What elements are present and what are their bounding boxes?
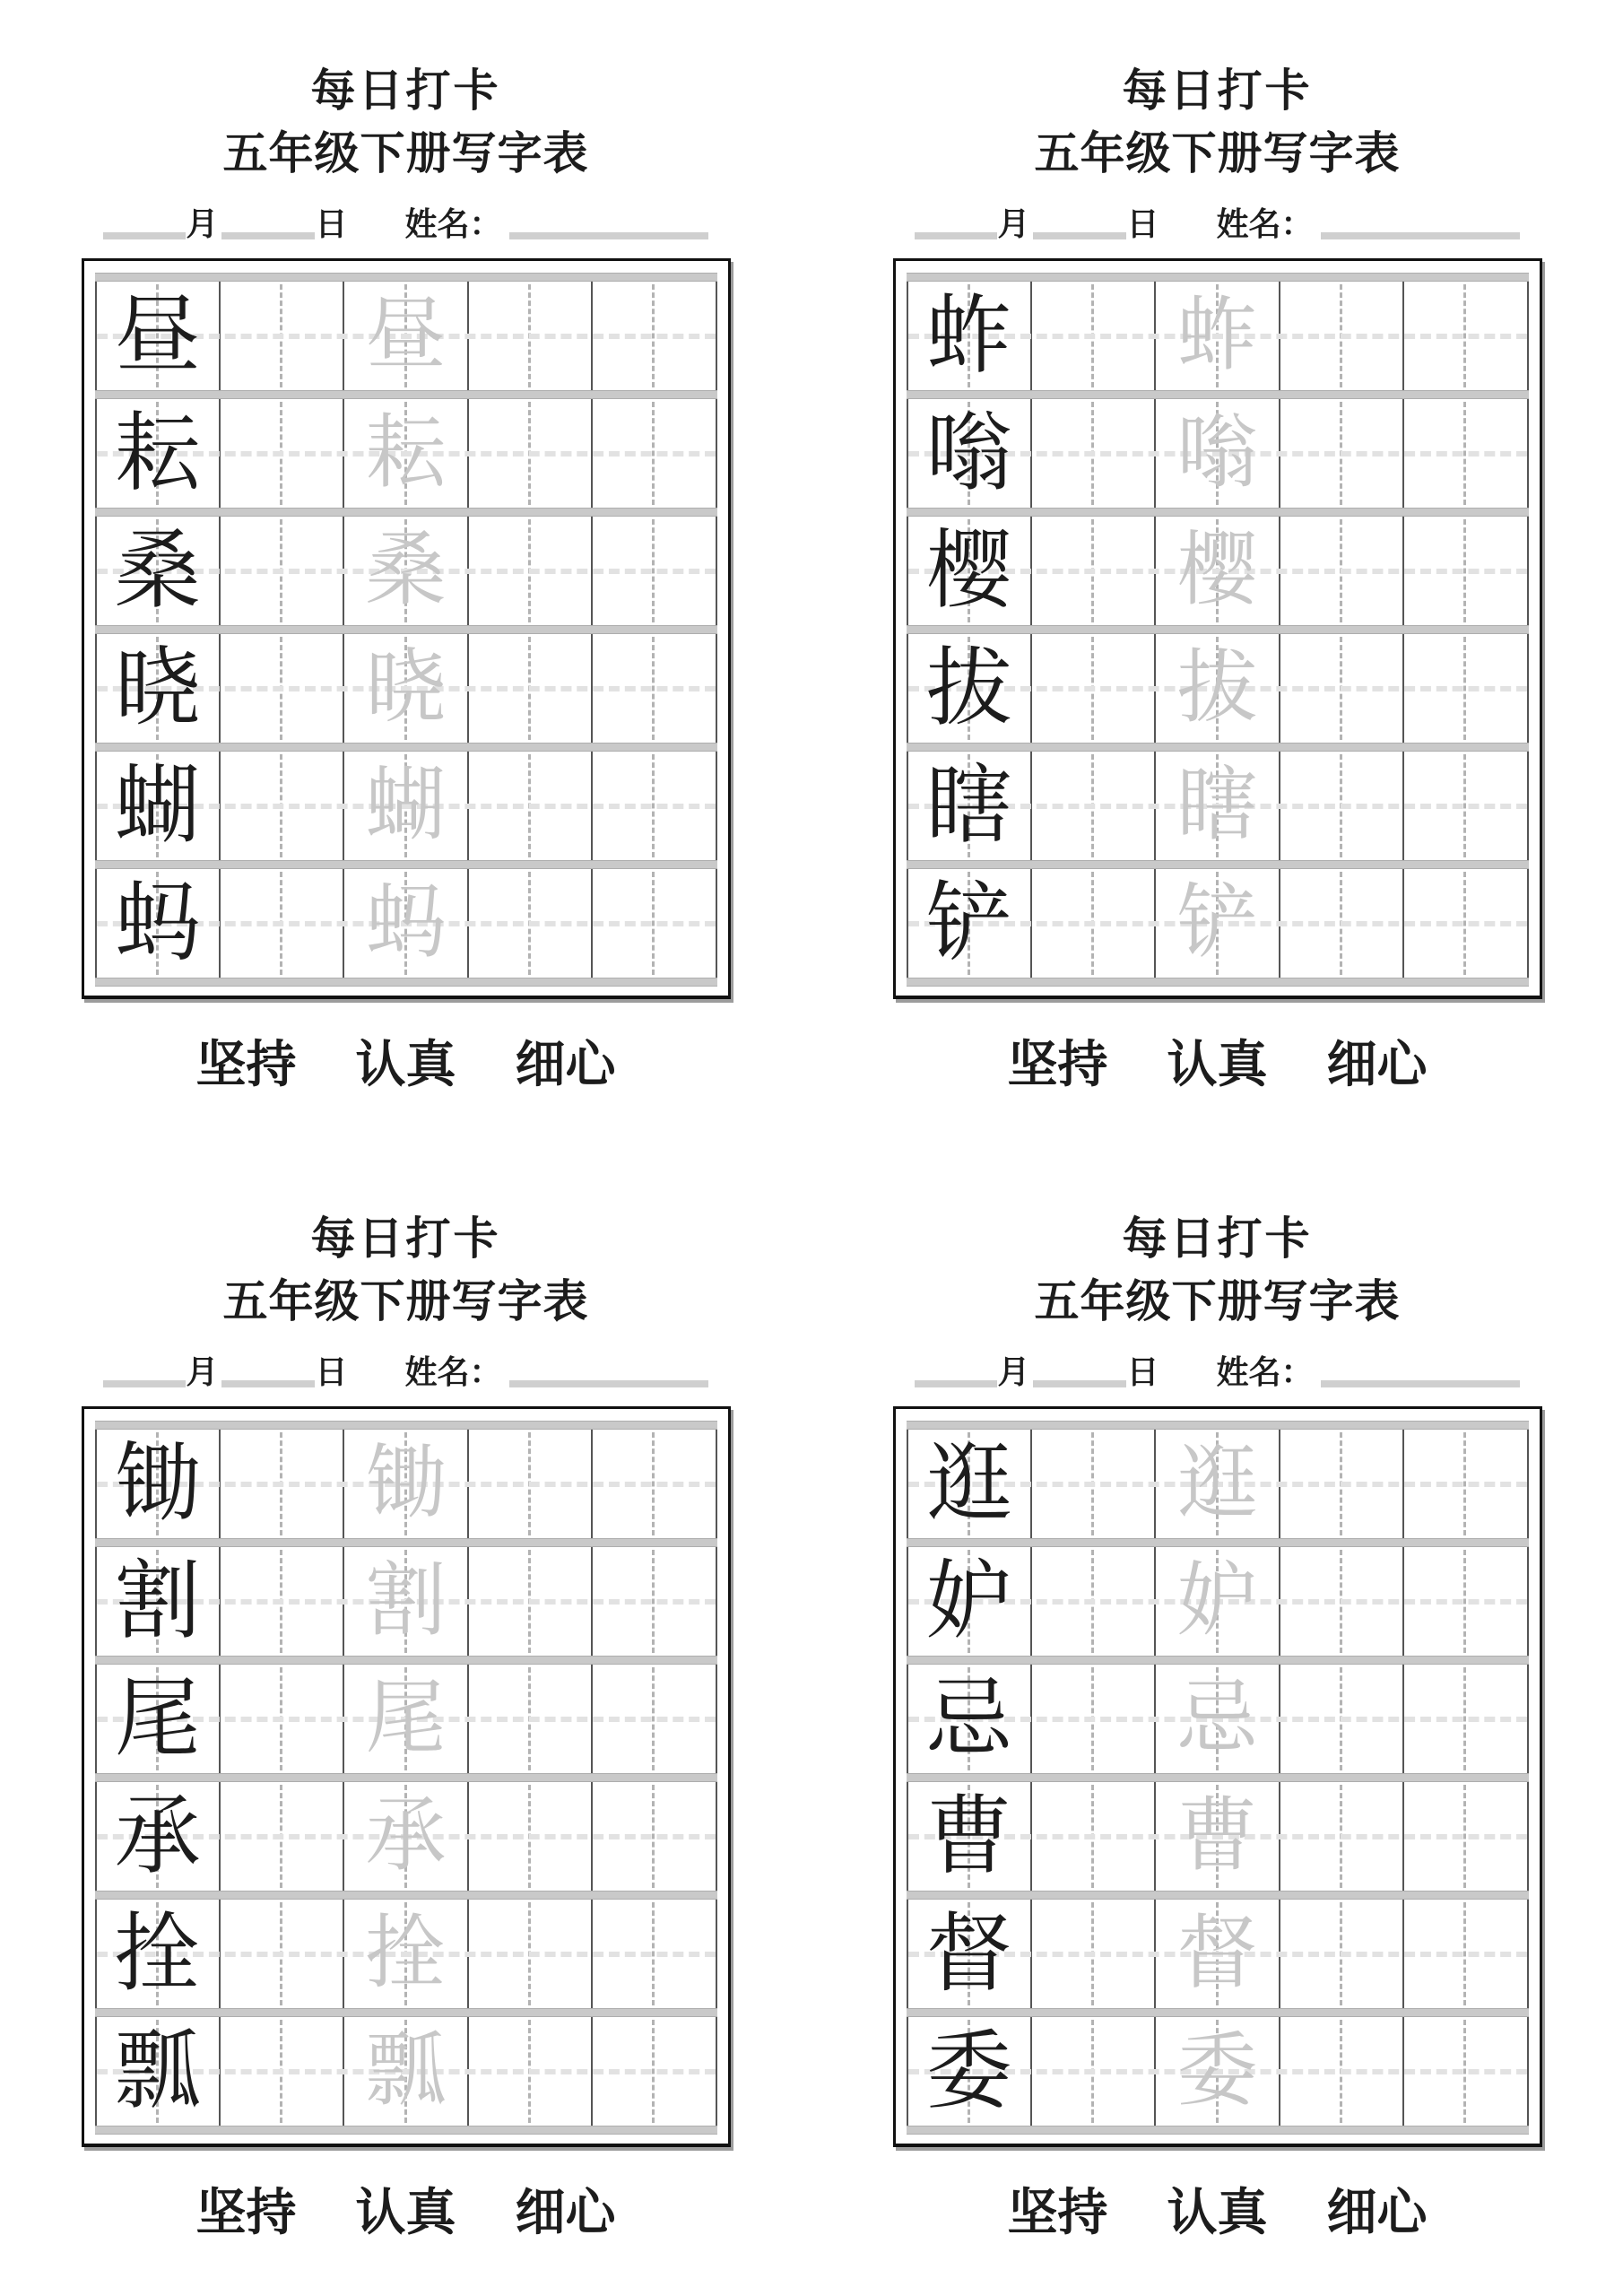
practice-cell	[908, 634, 1032, 743]
practice-cell	[1156, 282, 1280, 390]
practice-cell	[1032, 869, 1156, 978]
practice-row	[95, 2017, 717, 2126]
model-character: 晓	[114, 639, 201, 736]
model-character: 尾	[114, 1670, 201, 1767]
motto-word: 认真	[355, 1038, 456, 1093]
practice-row	[907, 752, 1529, 860]
practice-cell	[1032, 282, 1156, 390]
model-character: 蚱	[925, 287, 1012, 384]
practice-row	[907, 282, 1529, 390]
practice-cell	[1032, 634, 1156, 743]
practice-cell	[908, 282, 1032, 390]
practice-cell	[1404, 282, 1526, 390]
practice-cell	[1156, 1782, 1280, 1891]
practice-cell	[1404, 2017, 1526, 2126]
motto-footer	[0, 2181, 812, 2246]
practice-cell	[97, 1665, 221, 1773]
day-label: 日	[1126, 206, 1159, 242]
motto-word: 认真	[355, 2186, 456, 2241]
blank-underline-day	[221, 1380, 315, 1387]
practice-cell	[1404, 869, 1526, 978]
practice-cell	[1280, 634, 1404, 743]
practice-cell	[908, 1782, 1032, 1891]
practice-grid	[82, 258, 731, 999]
row-separator	[907, 860, 1529, 869]
practice-cell	[593, 869, 715, 978]
practice-cell	[469, 1782, 593, 1891]
practice-cell	[469, 1665, 593, 1773]
row-separator	[907, 1538, 1529, 1547]
quadrant-bottom-right	[812, 1148, 1623, 2296]
practice-cell	[908, 2017, 1032, 2126]
model-character: 耘	[114, 404, 201, 501]
row-separator	[907, 1421, 1529, 1430]
day-label: 日	[1126, 1354, 1159, 1390]
motto-word: 认真	[1167, 2186, 1268, 2241]
sheet-title: 每日打卡	[1122, 1213, 1313, 1264]
practice-row	[95, 1900, 717, 2008]
trace-character: 委	[1176, 2026, 1258, 2116]
practice-cell	[1280, 752, 1404, 860]
row-separator	[95, 860, 717, 869]
practice-cell	[1032, 1782, 1156, 1891]
row-separator	[95, 1773, 717, 1782]
practice-grid	[893, 1406, 1542, 2147]
practice-cell	[97, 399, 221, 508]
trace-character: 督	[1176, 1909, 1258, 1998]
practice-cell	[469, 2017, 593, 2126]
motto-word: 细心	[515, 2186, 616, 2241]
practice-cell	[344, 282, 468, 390]
practice-row	[907, 1782, 1529, 1891]
practice-cell	[1156, 752, 1280, 860]
practice-cell	[469, 752, 593, 860]
practice-row	[95, 1430, 717, 1538]
practice-cell	[1280, 869, 1404, 978]
trace-character: 樱	[1176, 526, 1258, 615]
trace-character: 尾	[365, 1674, 447, 1763]
model-character: 铲	[925, 874, 1012, 971]
model-character: 拴	[114, 1905, 201, 2002]
practice-grid	[893, 258, 1542, 999]
practice-cell	[1032, 1900, 1156, 2008]
practice-cell	[221, 517, 344, 625]
model-character: 桑	[114, 522, 201, 619]
motto-word: 坚持	[195, 2186, 297, 2241]
practice-cell	[344, 634, 468, 743]
trace-character: 蚱	[1176, 291, 1258, 380]
practice-grid-body	[907, 273, 1529, 987]
practice-cell	[1404, 399, 1526, 508]
motto-footer	[0, 1033, 812, 1098]
practice-cell	[908, 1665, 1032, 1773]
sheet-title: 每日打卡	[310, 1213, 501, 1264]
practice-cell	[1404, 1665, 1526, 1773]
practice-cell	[593, 1547, 715, 1656]
practice-cell	[221, 1900, 344, 2008]
practice-cell	[469, 399, 593, 508]
practice-cell	[1280, 1782, 1404, 1891]
trace-character: 晓	[365, 643, 447, 733]
practice-cell	[593, 634, 715, 743]
motto-word: 坚持	[1007, 1038, 1108, 1093]
model-character: 忌	[925, 1670, 1012, 1767]
model-character: 蚂	[114, 874, 201, 971]
trace-character: 拴	[365, 1909, 447, 1998]
motto-word: 细心	[1326, 1038, 1428, 1093]
practice-cell	[1280, 2017, 1404, 2126]
practice-cell	[593, 399, 715, 508]
practice-cell	[1280, 282, 1404, 390]
practice-row	[907, 517, 1529, 625]
practice-cell	[593, 1782, 715, 1891]
practice-cell	[1156, 399, 1280, 508]
sheet-title: 每日打卡	[310, 65, 501, 116]
practice-row	[95, 1782, 717, 1891]
trace-character: 承	[365, 1791, 447, 1881]
row-separator	[907, 1656, 1529, 1665]
practice-cell	[908, 752, 1032, 860]
practice-cell	[1156, 869, 1280, 978]
practice-cell	[908, 1430, 1032, 1538]
row-separator	[95, 1656, 717, 1665]
row-separator	[95, 273, 717, 282]
practice-row	[907, 1547, 1529, 1656]
motto-footer	[812, 1033, 1623, 1098]
row-separator	[907, 1773, 1529, 1782]
practice-cell	[221, 1547, 344, 1656]
practice-cell	[593, 1430, 715, 1538]
row-separator	[95, 625, 717, 634]
blank-underline-name	[1321, 1380, 1520, 1387]
practice-cell	[1156, 1547, 1280, 1656]
month-label: 月	[186, 1354, 219, 1390]
practice-cell	[1032, 1430, 1156, 1538]
practice-cell	[593, 282, 715, 390]
practice-cell	[908, 399, 1032, 508]
date-name-line	[812, 196, 1623, 244]
blank-underline-name	[509, 232, 708, 239]
practice-cell	[469, 634, 593, 743]
blank-underline-day	[1033, 232, 1126, 239]
model-character: 锄	[114, 1435, 201, 1532]
practice-cell	[908, 517, 1032, 625]
trace-character: 妒	[1176, 1556, 1258, 1646]
practice-cell	[1156, 2017, 1280, 2126]
practice-cell	[1032, 2017, 1156, 2126]
trace-character: 蝴	[365, 761, 447, 850]
practice-cell	[1032, 1665, 1156, 1773]
model-character: 樱	[925, 522, 1012, 619]
row-separator	[907, 2008, 1529, 2017]
practice-cell	[97, 1430, 221, 1538]
practice-cell	[469, 1900, 593, 2008]
practice-row	[95, 1547, 717, 1656]
row-separator	[907, 508, 1529, 517]
practice-cell	[1280, 1430, 1404, 1538]
month-label: 月	[997, 1354, 1030, 1390]
day-label: 日	[315, 206, 348, 242]
practice-cell	[97, 517, 221, 625]
practice-cell	[344, 1900, 468, 2008]
row-separator	[95, 1538, 717, 1547]
practice-cell	[1280, 1547, 1404, 1656]
practice-cell	[344, 1665, 468, 1773]
practice-row	[907, 869, 1529, 978]
blank-underline-month	[103, 232, 186, 239]
trace-character: 昼	[365, 291, 447, 380]
practice-cell	[469, 517, 593, 625]
practice-cell	[221, 869, 344, 978]
practice-row	[95, 1665, 717, 1773]
practice-cell	[221, 1782, 344, 1891]
practice-cell	[1156, 517, 1280, 625]
practice-cell	[97, 1547, 221, 1656]
name-label: 姓名：	[404, 1354, 502, 1390]
motto-word: 细心	[515, 1038, 616, 1093]
row-separator	[95, 978, 717, 987]
blank-underline-month	[915, 1380, 997, 1387]
row-separator	[95, 1421, 717, 1430]
model-character: 昼	[114, 287, 201, 384]
practice-cell	[344, 2017, 468, 2126]
practice-cell	[908, 1547, 1032, 1656]
practice-cell	[1156, 634, 1280, 743]
blank-underline-day	[1033, 1380, 1126, 1387]
day-label: 日	[315, 1354, 348, 1390]
practice-row	[95, 282, 717, 390]
practice-cell	[1280, 1665, 1404, 1773]
practice-cell	[1404, 1900, 1526, 2008]
date-name-line	[0, 196, 812, 244]
quadrant-bottom-left	[0, 1148, 812, 2296]
trace-character: 铲	[1176, 878, 1258, 968]
practice-cell	[1280, 517, 1404, 625]
practice-cell	[221, 399, 344, 508]
row-separator	[95, 2126, 717, 2135]
trace-character: 耘	[365, 408, 447, 498]
practice-cell	[593, 2017, 715, 2126]
motto-word: 坚持	[1007, 2186, 1108, 2241]
practice-cell	[221, 2017, 344, 2126]
practice-cell	[469, 282, 593, 390]
model-character: 曹	[925, 1787, 1012, 1884]
practice-cell	[593, 1900, 715, 2008]
model-character: 瓢	[114, 2022, 201, 2119]
trace-character: 曹	[1176, 1791, 1258, 1881]
blank-underline-month	[103, 1380, 186, 1387]
model-character: 蝴	[114, 757, 201, 854]
blank-underline-month	[915, 232, 997, 239]
row-separator	[907, 1891, 1529, 1900]
trace-character: 锄	[365, 1439, 447, 1528]
row-separator	[95, 390, 717, 399]
practice-cell	[97, 1900, 221, 2008]
date-name-line	[0, 1344, 812, 1392]
sheet-subtitle: 五年级下册写字表	[1034, 1276, 1401, 1326]
practice-cell	[1156, 1430, 1280, 1538]
row-separator	[907, 625, 1529, 634]
trace-character: 拔	[1176, 643, 1258, 733]
practice-cell	[344, 399, 468, 508]
month-label: 月	[997, 206, 1030, 242]
model-character: 妒	[925, 1552, 1012, 1649]
model-character: 嗡	[925, 404, 1012, 501]
motto-word: 细心	[1326, 2186, 1428, 2241]
blank-underline-name	[509, 1380, 708, 1387]
model-character: 承	[114, 1787, 201, 1884]
row-separator	[95, 1891, 717, 1900]
practice-cell	[344, 752, 468, 860]
practice-row	[907, 1665, 1529, 1773]
practice-cell	[593, 517, 715, 625]
model-character: 委	[925, 2022, 1012, 2119]
practice-row	[95, 869, 717, 978]
trace-character: 逛	[1176, 1439, 1258, 1528]
practice-cell	[1280, 1900, 1404, 2008]
practice-cell	[593, 1665, 715, 1773]
practice-cell	[344, 869, 468, 978]
practice-row	[95, 752, 717, 860]
practice-row	[907, 2017, 1529, 2126]
practice-cell	[1404, 752, 1526, 860]
practice-cell	[1404, 1782, 1526, 1891]
quadrant-top-right	[812, 0, 1623, 1148]
row-separator	[907, 390, 1529, 399]
trace-character: 桑	[365, 526, 447, 615]
trace-character: 瓢	[365, 2026, 447, 2116]
practice-cell	[97, 2017, 221, 2126]
blank-underline-day	[221, 232, 315, 239]
trace-character: 蚂	[365, 878, 447, 968]
practice-cell	[221, 634, 344, 743]
trace-character: 忌	[1176, 1674, 1258, 1763]
practice-row	[95, 399, 717, 508]
practice-cell	[221, 1430, 344, 1538]
date-name-line	[812, 1344, 1623, 1392]
model-character: 逛	[925, 1435, 1012, 1532]
name-label: 姓名：	[404, 206, 502, 242]
practice-cell	[221, 282, 344, 390]
trace-character: 瞎	[1176, 761, 1258, 850]
practice-cell	[221, 1665, 344, 1773]
sheet-title: 每日打卡	[1122, 65, 1313, 116]
practice-row	[907, 1430, 1529, 1538]
practice-cell	[97, 869, 221, 978]
practice-cell	[908, 869, 1032, 978]
practice-cell	[1404, 1547, 1526, 1656]
practice-cell	[1404, 634, 1526, 743]
practice-row	[907, 399, 1529, 508]
row-separator	[907, 978, 1529, 987]
row-separator	[907, 2126, 1529, 2135]
practice-grid-body	[95, 1421, 717, 2135]
row-separator	[907, 743, 1529, 752]
practice-cell	[1404, 1430, 1526, 1538]
practice-grid	[82, 1406, 731, 2147]
name-label: 姓名：	[1216, 206, 1314, 242]
practice-row	[95, 517, 717, 625]
practice-cell	[344, 1430, 468, 1538]
motto-word: 认真	[1167, 1038, 1268, 1093]
practice-cell	[908, 1900, 1032, 2008]
sheet-subtitle: 五年级下册写字表	[1034, 128, 1401, 178]
practice-cell	[469, 1547, 593, 1656]
practice-cell	[97, 752, 221, 860]
trace-character: 割	[365, 1556, 447, 1646]
row-separator	[95, 743, 717, 752]
sheet-subtitle: 五年级下册写字表	[222, 128, 589, 178]
row-separator	[95, 2008, 717, 2017]
row-separator	[907, 273, 1529, 282]
practice-grid-body	[95, 273, 717, 987]
row-separator	[95, 508, 717, 517]
practice-cell	[593, 752, 715, 860]
practice-cell	[97, 1782, 221, 1891]
practice-cell	[1032, 399, 1156, 508]
practice-cell	[97, 634, 221, 743]
model-character: 拔	[925, 639, 1012, 736]
practice-cell	[344, 1782, 468, 1891]
practice-cell	[1032, 517, 1156, 625]
name-label: 姓名：	[1216, 1354, 1314, 1390]
practice-cell	[1156, 1665, 1280, 1773]
practice-cell	[1032, 1547, 1156, 1656]
practice-cell	[97, 282, 221, 390]
practice-row	[907, 634, 1529, 743]
motto-footer	[812, 2181, 1623, 2246]
practice-cell	[469, 1430, 593, 1538]
practice-row	[907, 1900, 1529, 2008]
practice-cell	[221, 752, 344, 860]
motto-word: 坚持	[195, 1038, 297, 1093]
practice-cell	[1032, 752, 1156, 860]
practice-cell	[344, 1547, 468, 1656]
practice-cell	[344, 517, 468, 625]
model-character: 督	[925, 1905, 1012, 2002]
model-character: 瞎	[925, 757, 1012, 854]
practice-grid-body	[907, 1421, 1529, 2135]
practice-row	[95, 634, 717, 743]
practice-cell	[1280, 399, 1404, 508]
model-character: 割	[114, 1552, 201, 1649]
month-label: 月	[186, 206, 219, 242]
blank-underline-name	[1321, 232, 1520, 239]
practice-cell	[1404, 517, 1526, 625]
practice-cell	[469, 869, 593, 978]
practice-cell	[1156, 1900, 1280, 2008]
sheet-subtitle: 五年级下册写字表	[222, 1276, 589, 1326]
quadrant-top-left	[0, 0, 812, 1148]
trace-character: 嗡	[1176, 408, 1258, 498]
